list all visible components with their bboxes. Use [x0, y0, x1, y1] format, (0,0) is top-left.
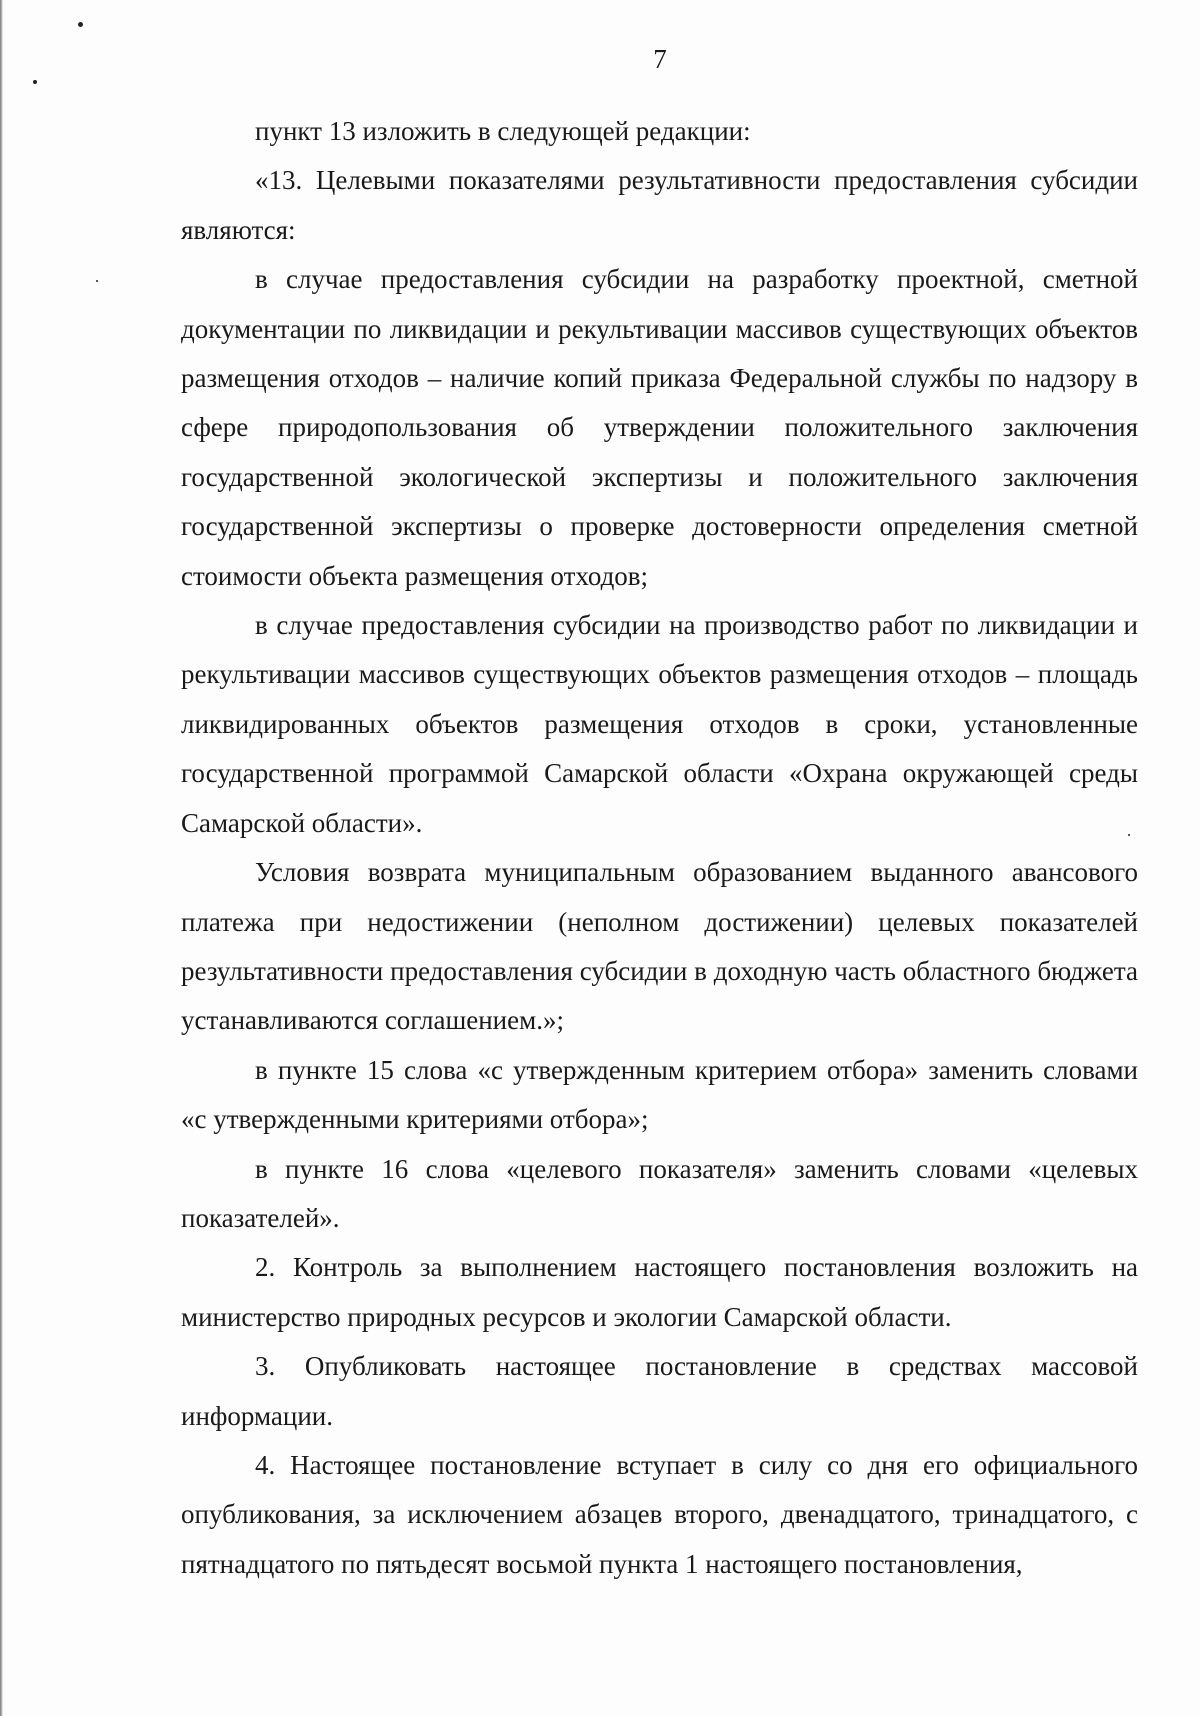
paragraph: в пункте 15 слова «с утвержденным критерием отбора» заменить словами «с утвержденными критериями отбора»; [181, 1054, 1138, 1135]
scan-speck [96, 280, 98, 282]
paragraph: Условия возврата муниципальным образованием выданного авансового платежа при недостижении (неполном достижении) целевых показателей результативности предоставления субсидии в доходную часть областного бюджета устанавливаются соглашением.»; [181, 857, 1138, 1036]
paragraph: 2. Контроль за выполнением настоящего постановления возложить на министерство природных ресурсов и экологии Самарской области. [181, 1252, 1138, 1332]
paragraph: 4. Настоящее постановление вступает в силу со дня его официального опубликования, за исключением абзацев второго, двенадцатого, тринадцатого, с пятнадцатого по пятьдесят восьмой пункта 1 настоящего постановления, [181, 1449, 1138, 1579]
paragraph: в пункте 16 слова «целевого показателя» заменить словами «целевых показателей». [181, 1153, 1138, 1233]
paragraph: пункт 13 изложить в следующей редакции: [255, 116, 751, 146]
paragraph: 3. Опубликовать настоящее постановление в средствах массовой информации. [181, 1351, 1138, 1431]
scan-speck [33, 80, 37, 84]
scan-edge [0, 0, 3, 1716]
paragraph: «13. Целевыми показателями результативности предоставления субсидии являются: [181, 165, 1138, 245]
document-body [181, 107, 1138, 1589]
scan-speck [78, 22, 83, 27]
paragraph: в случае предоставления субсидии на разработку проектной, сметной документации по ликвидации и рекультивации массивов существующих объектов размещения отходов – наличие копий приказа Федеральной службы по надзору в сфере природопользования об утверждении положительного заключения государственной экологической экспертизы и положительного заключения государственной экспертизы о проверке достоверности определения сметной стоимости объекта размещения отходов; [181, 264, 1138, 591]
page-number: 7 [653, 44, 667, 74]
paragraph: в случае предоставления субсидии на производство работ по ликвидации и рекультивации массивов существующих объектов размещения отходов – площадь ликвидированных объектов размещения отходов в сроки, установленные государственной программой Самарской области «Охрана окружающей среды Самарской области». [181, 610, 1138, 838]
